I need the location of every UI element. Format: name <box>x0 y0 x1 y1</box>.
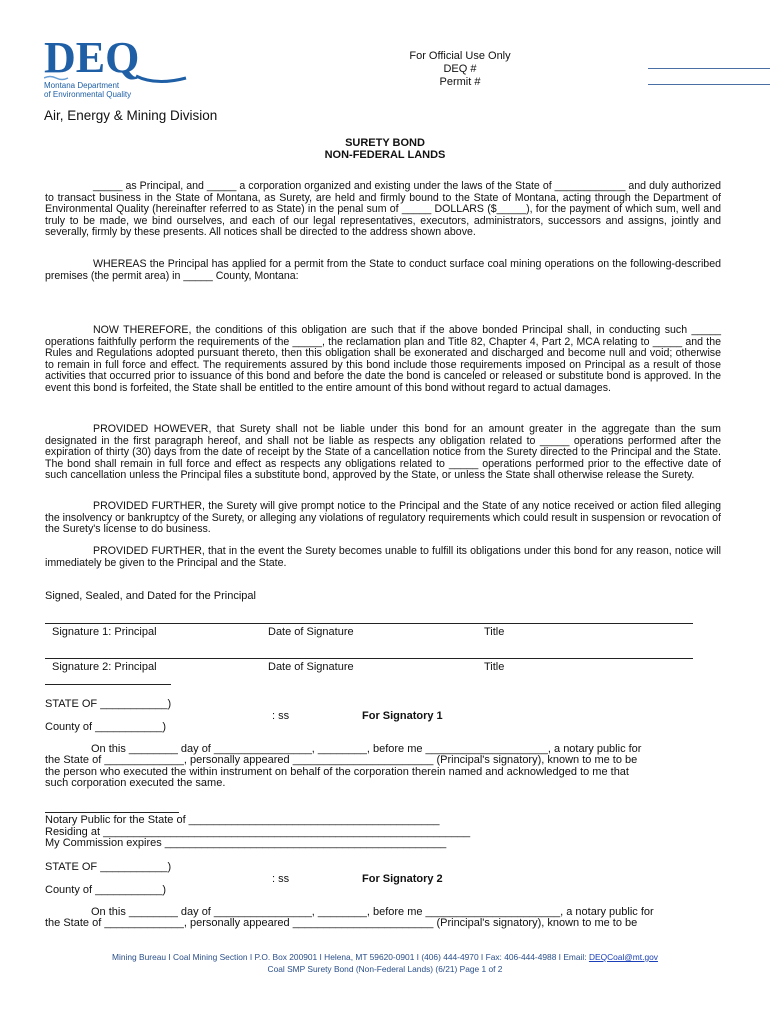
signed-sealed-label: Signed, Sealed, and Dated for the Principal <box>45 590 256 602</box>
official-use-label: For Official Use Only <box>409 50 511 62</box>
notary-2-state: STATE OF ___________) <box>45 861 172 873</box>
paragraph-provided-further-1: PROVIDED FURTHER, the Surety will give prompt notice to the Principal and the State of any notice received or action filed alleging the insolvency or bankruptcy of the Surety, or alleging any violations of regulatory requirements which could result in suspension or revocation of the Surety's license to do business. <box>45 500 721 535</box>
notary-1-label: For Signatory 1 <box>362 710 443 722</box>
notary-1-commission: My Commission expires ______________________________________________ <box>45 837 447 849</box>
notary-2-line-2: the State of _____________, personally appeared _______________________ (Principal's signatory), known to me to be <box>45 917 638 929</box>
permit-number-label: Permit # <box>439 76 481 88</box>
deq-number-label: DEQ # <box>443 63 477 75</box>
document-title: SURETY BOND <box>345 137 425 149</box>
logo-line2: of Environmental Quality <box>44 90 132 99</box>
signature-1-line[interactable] <box>45 623 693 624</box>
footer-page-info: Coal SMP Surety Bond (Non-Federal Lands) (6/21) Page 1 of 2 <box>267 964 503 974</box>
signature-2-date-label: Date of Signature <box>268 661 354 673</box>
notary-1-public-for: Notary Public for the State of _________________________________________ <box>45 814 440 826</box>
notary-2-line-1: On this ________ day of ________________, ________, before me ______________________, a notary public for <box>91 906 654 918</box>
footer-contact <box>0 951 770 963</box>
permit-number-field[interactable] <box>648 84 770 85</box>
paragraph-provided-further-2: PROVIDED FURTHER, that in the event the Surety becomes unable to fulfill its obligations under this bond for any reason, notice will immediately be given to the Principal and the State. <box>45 545 721 569</box>
notary-1-line-1: On this ________ day of ________________, ________, before me ____________________, a notary public for <box>91 743 642 755</box>
notary-1-line-3: the person who executed the within instrument on behalf of the corporation therein named and acknowledged to me that <box>45 766 629 778</box>
logo-word: DEQ <box>44 36 140 82</box>
signature-2-line[interactable] <box>45 658 693 659</box>
deq-number-field[interactable] <box>648 68 770 69</box>
notary-1-line-2: the State of _____________, personally appeared _______________________ (Principal's signatory), known to me to be <box>45 754 638 766</box>
signature-1-label: Signature 1: Principal <box>52 626 157 638</box>
notary-2-label: For Signatory 2 <box>362 873 443 885</box>
document-subtitle: NON-FEDERAL LANDS <box>324 149 446 161</box>
notary-1-ss: : ss <box>272 710 290 722</box>
notary-2-county: County of ___________) <box>45 884 167 896</box>
signature-2-label: Signature 2: Principal <box>52 661 157 673</box>
paragraph-provided-however: PROVIDED HOWEVER, that Surety shall not be liable under this bond for an amount greater in the aggregate than the sum designated in the first paragraph hereof, and shall not be liable as respects any obligation related to _____ operations performed after the expiration of thirty (30) days from the date of receipt by the State of a cancellation notice from the Surety directed to the Principal and the State. The bond shall remain in full force and effect as respects any obligations related to _____ operations performed prior to the effective date of such cancellation unless the Principal files a substitute bond, approved by the State, or unless the State shall otherwise release the Surety. <box>45 423 721 481</box>
official-use-block <box>360 50 560 89</box>
paragraph-parties: _____ as Principal, and _____ a corporation organized and existing under the laws of the State of ____________ and duly authorized to transact business in the State of Montana, as Surety, are held and firmly bound to the State of Montana, acting through the Department of Environmental Quality (hereinafter referred to as State) in the penal sum of _____ DOLLARS ($_____), for the payment of which sum, well and truly to be made, we bind ourselves, and each of our legal representatives, executors, administrators, successors and assigns, jointly and severally, firmly by these presents. All notices shall be directed to the address shown above. <box>45 180 721 238</box>
notary-1-signature-line[interactable] <box>45 812 179 813</box>
footer-email-link[interactable]: DEQCoal@mt.gov <box>588 952 658 962</box>
notary-1-residing: Residing at ____________________________________________________________ <box>45 826 471 838</box>
notary-1-state: STATE OF ___________) <box>45 698 172 710</box>
deq-logo-mark <box>44 36 194 100</box>
notary-1-line-4: such corporation executed the same. <box>45 777 226 789</box>
deq-logo <box>44 36 194 100</box>
notary-1-county: County of ___________) <box>45 721 167 733</box>
logo-line1: Montana Department <box>44 81 120 90</box>
signature-2-title-label: Title <box>484 661 505 673</box>
signature-1-date-label: Date of Signature <box>268 626 354 638</box>
paragraph-whereas: WHEREAS the Principal has applied for a permit from the State to conduct surface coal mining operations on the following-described premises (the permit area) in _____ County, Montana: <box>45 258 721 282</box>
paragraph-now-therefore: NOW THEREFORE, the conditions of this obligation are such that if the above bonded Principal shall, in conducting such _____ operations faithfully perform the requirements of the _____, the reclamation plan and Title 82, Chapter 4, Part 2, MCA relating to _____ and the Rules and Regulations adopted pursuant thereto, then this obligation shall be exonerated and discharged and become null and void; otherwise to remain in full force and effect. The requirements assured by this bond include those requirements imposed on Principal as a result of those activities that occurred prior to issuance of this bond and before the date the bond is canceled or released or substitute bond is approved. In the event this bond is forfeited, the State shall be entitled to the entire amount of this bond without regard to actual damages. <box>45 324 721 394</box>
division-heading: Air, Energy & Mining Division <box>44 108 218 123</box>
signature-1-title-label: Title <box>484 626 505 638</box>
notary-2-ss: : ss <box>272 873 290 885</box>
footer-address: Mining Bureau I Coal Mining Section I P.O. Box 200901 I Helena, MT 59620-0901 I (406) 444-4970 I Fax: 406-444-4988 I Email: <box>112 952 589 962</box>
signature-2-underline[interactable] <box>45 684 171 685</box>
